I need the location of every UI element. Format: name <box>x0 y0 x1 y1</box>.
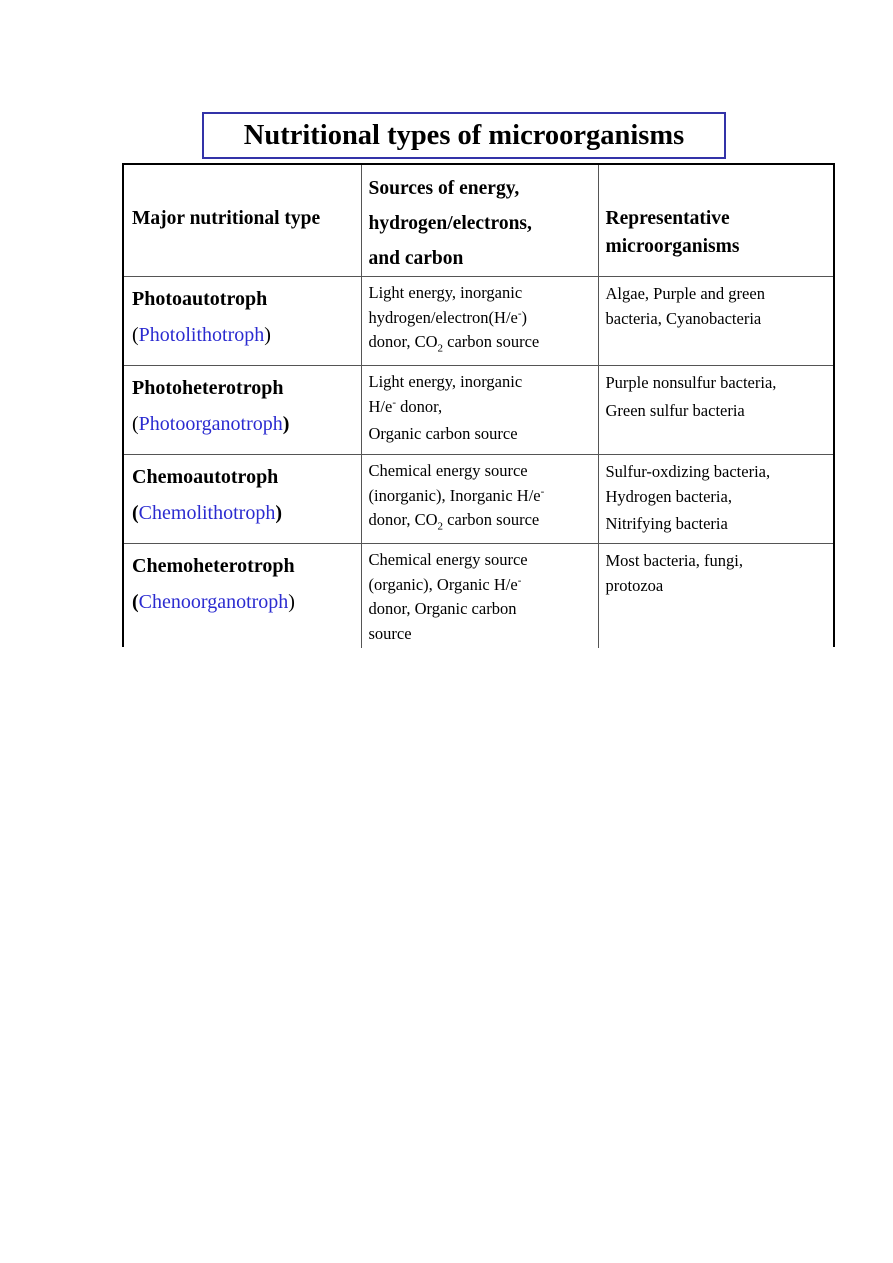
organisms-line: Hydrogen bacteria, <box>605 486 732 506</box>
sources-line: Chemical energy source <box>368 461 528 480</box>
organisms-cell <box>598 277 833 366</box>
organisms-line: Purple nonsulfur bacteria, <box>605 373 777 392</box>
sources-line: hydrogen/electron(H/e-) <box>368 307 528 327</box>
type-alt-label: Photoorganotroph <box>138 413 283 435</box>
sources-line: Organic carbon source <box>368 424 518 443</box>
type-name: Photoautotroph <box>132 288 268 310</box>
header-sources-line: and carbon <box>368 248 464 269</box>
sources-line: (organic), Organic H/e- <box>368 574 522 594</box>
table-row <box>124 366 833 455</box>
type-name: Photoheterotroph <box>132 377 284 399</box>
sources-line: donor, $CO_2$ carbon source <box>368 510 540 533</box>
type-cell <box>124 455 361 544</box>
organisms-line: protozoa <box>605 575 664 595</box>
organisms-line: Green sulfur bacteria <box>605 400 745 420</box>
sources-line: Chemical energy source <box>368 550 528 569</box>
header-sources-line: hydrogen/electrons, <box>368 213 532 234</box>
header-representative: Representative microorganisms <box>598 165 833 277</box>
table-row <box>124 455 833 544</box>
header-major-type: Major nutritional type <box>124 165 361 277</box>
type-alt-name: (Chenoorganotroph) <box>132 591 295 613</box>
page-title: Nutritional types of microorganisms <box>243 119 685 151</box>
organisms-line: Algae, Purple and green <box>605 284 765 303</box>
type-name: Chemoheterotroph <box>132 555 295 577</box>
sources-cell <box>361 277 598 366</box>
sources-line: source <box>368 623 412 643</box>
sources-cell <box>361 455 598 544</box>
type-alt-name: (Photoorganotroph) <box>132 413 290 435</box>
sources-line: (inorganic), Inorganic H/e- <box>368 485 545 505</box>
table <box>124 165 833 648</box>
organisms-cell <box>598 366 833 455</box>
organisms-line: bacteria, Cyanobacteria <box>605 308 762 328</box>
sources-line: Light energy, inorganic <box>368 283 523 302</box>
header-sources <box>361 165 598 277</box>
table-row <box>124 277 833 366</box>
organisms-cell <box>598 455 833 544</box>
sources-cell <box>361 544 598 648</box>
sources-line: donor, Organic carbon <box>368 599 517 618</box>
type-cell <box>124 544 361 648</box>
table-row <box>124 544 833 648</box>
sources-cell <box>361 366 598 455</box>
organisms-cell <box>598 544 833 648</box>
type-name: Chemoautotroph <box>132 466 279 488</box>
type-alt-name: (Photolithotroph) <box>132 324 271 346</box>
type-alt-label: Photolithotroph <box>138 324 265 346</box>
organisms-line: Sulfur-oxdizing bacteria, <box>605 462 771 481</box>
sources-line: Light energy, inorganic <box>368 372 523 391</box>
type-cell <box>124 366 361 455</box>
organisms-line: Nitrifying bacteria <box>605 514 728 533</box>
table-header-row <box>124 165 833 277</box>
type-cell <box>124 277 361 366</box>
header-sources-line: Sources of energy, <box>368 178 520 199</box>
sources-line: H/e- donor, <box>368 396 443 416</box>
type-alt-name: (Chemolithotroph) <box>132 502 283 524</box>
title-box <box>202 112 726 159</box>
type-alt-label: Chemolithotroph <box>138 502 276 524</box>
type-alt-label: Chenoorganotroph <box>138 591 289 613</box>
nutritional-types-table <box>122 163 835 647</box>
organisms-line: Most bacteria, fungi, <box>605 551 743 570</box>
sources-line: donor, $CO_2$ carbon source <box>368 332 540 355</box>
